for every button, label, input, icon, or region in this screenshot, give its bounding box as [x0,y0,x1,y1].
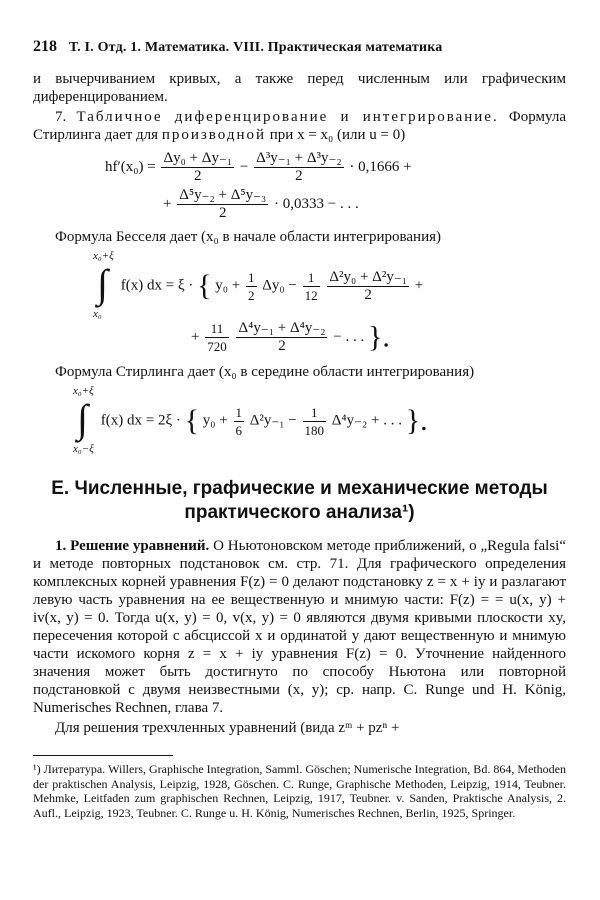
integral-sign-icon: ∫ [97,261,108,306]
item7-number: 7. [55,109,67,125]
eq1-f3-numerator: Δ⁵y₋₂ + Δ⁵y₋₃ [179,187,267,203]
eq3-term-1: y₀ + [202,412,228,429]
eq3-coefficient [303,404,327,439]
eq3-brace-open: { [184,404,200,437]
section-heading-line2: практического анализа¹) [184,502,415,523]
eq2-lower-limit: x₀ [93,308,102,320]
running-title: Т. I. Отд. 1. Математика. VIII. Практическая математика [69,40,443,55]
stirling-derivative-formula-line2 [163,187,566,222]
intro-paragraph: и вычерчиванием кривых, а также перед численным или графическим диференцированием. [33,71,566,105]
eq3-term-3: Δ⁴y₋₂ + . . . [331,412,402,429]
item7-word-spaced: производной [161,127,267,143]
eq2-twelfth-den: 12 [304,287,318,303]
page-number: 218 [33,38,57,55]
eq3-sixth [234,404,245,439]
footnote-divider [33,755,173,756]
stirling-intro: Формула Стирлинга дает (x₀ в середине области интегрирования) [55,364,475,380]
eq2-fraction-2 [236,320,327,355]
eq2-plus-start: + [191,328,200,345]
eq2-brace-open: { [197,269,212,302]
eq2-brace-close: }. [367,320,390,354]
eq3-sixth-den: 6 [235,422,242,438]
eq2-half-den: 2 [248,287,255,303]
eq1-plus: + [163,195,172,212]
eq2-coefficient [205,320,229,355]
item7-paragraph [33,108,566,144]
bessel-intro: Формула Бесселя дает (x₀ в начале области интегрирования) [55,229,441,245]
eq3-body: f(x) dx = 2ξ · [100,412,181,429]
eq2-twelfth [303,269,320,304]
eq2-coef-num: 11 [205,320,229,338]
eq1-f2-numerator: Δ³y₋₁ + Δ³y₋₂ [256,150,342,166]
eq2-half-num: 1 [248,269,255,285]
section-heading-line1: E. Численные, графические и механические методы [51,478,548,499]
eq2-fraction2-den: 2 [278,338,286,354]
eq2-fraction [327,269,409,304]
eq2-term-2: Δy₀ − [262,277,297,294]
eq1-f3-denominator: 2 [218,205,227,221]
eq3-term-2: Δ²y₋₁ − [249,412,297,429]
stirling-integral-formula [73,385,566,455]
eq3-lower-limit: x₀−ξ [73,443,94,455]
eq1-coef-1: · 0,1666 + [349,158,412,175]
item1-title: 1. Решение уравнений. [55,538,210,554]
eq1-lhs: hf′(x₀) = [105,158,156,175]
section-heading [33,477,566,525]
eq2-body: f(x) dx = ξ · [120,277,194,294]
eq2-upper-limit: x₀+ξ [93,250,114,262]
eq2-tail: − . . . [333,328,365,345]
bessel-integral-formula-line2 [191,320,566,355]
last-line: Для решения трехчленных уравнений (вида zᵐ + pzⁿ + [55,720,400,736]
bessel-integral-formula [93,250,566,320]
eq1-minus: − [239,158,249,175]
eq1-f1-numerator: Δy₀ + Δy₋₁ [163,150,233,166]
eq3-brace-close: }. [405,404,428,437]
eq2-term-1: y₀ + [215,277,241,294]
footnote: ¹) Литература. Willers, Graphische Integration, Samml. Göschen; Numerische Integration, Bd. 864, Methoden der praktischen Analysis, Leipzig, 1928, Göschen. C. Runge, Graphische Methoden, Leipzig, 1914, Teubner. Mehmke, Leitfaden zum graphischen Rechnen, Leipzig, 1917, Teubner. v. Sanden, Praktische Analysis, 2. Aufl., Leipzig, 1923, Teubner. C. Runge u. H. König, Numerisches Rechnen, Berlin, 1925, Springer. [33,762,566,820]
eq2-fraction-num: Δ²y₀ + Δ²y₋₁ [329,268,407,285]
eq1-coef-2: · 0,0333 − . . . [273,195,359,212]
item7-text1: Формула Стирлинга дает для [33,109,567,143]
item7-text2: при x = x₀ (или u = 0) [269,127,406,143]
eq1-fraction-2 [254,150,344,185]
eq1-f1-denominator: 2 [194,168,202,184]
eq1-f2-denominator: 2 [295,168,303,184]
running-header [33,38,566,56]
eq2-plus-end: + [414,277,424,294]
eq3-coef-den: 180 [304,422,324,438]
eq3-upper-limit: x₀+ξ [73,385,94,397]
item1-paragraph [33,537,566,717]
eq1-fraction-1 [161,150,234,185]
item1-text: О Ньютоновском методе приближений, о „Regula falsi“ и методе повторных подстановок см. стр. 71. Для графического определения комплексных корней уравнения F(z) = 0 делают подстановку z = x + iy и разлагают левую часть уравнения на ее вещественную и мнимую части: F(z) = = u(x, y) + iv(x, y) = 0. Тогда u(x, y) = 0, v(x, y) = 0 являются двумя кривыми плоскости xy, пересечения которой с абсциссой x и ординатой y дают вещественную и мнимую части искомого корня z = x + iy уравнения F(z) = 0. Уточнение найденного значения может быть достигнуто по способу Ньютона или повторной подстановкой с двумя неизвестными (x, y); ср. напр. C. Runge und H. König, Numerisches Rechnen, глава 7. [33,538,566,716]
eq3-coef-num: 1 [303,404,327,422]
eq3-sixth-num: 1 [235,404,242,420]
item7-title: Табличное диференцирование и интегрирование. [76,109,499,125]
eq2-twelfth-num: 1 [303,269,320,287]
eq2-fraction-den: 2 [364,286,372,303]
integral-sign-icon: ∫ [77,396,88,441]
eq2-half [246,269,257,304]
book-page [33,38,566,820]
eq3-integral [73,385,97,455]
eq2-coef-den: 720 [207,339,227,354]
eq1-fraction-3 [177,187,268,222]
stirling-derivative-formula [105,150,566,185]
eq2-integral [93,250,117,320]
eq2-fraction2-num: Δ⁴y₋₁ + Δ⁴y₋₂ [238,320,326,336]
